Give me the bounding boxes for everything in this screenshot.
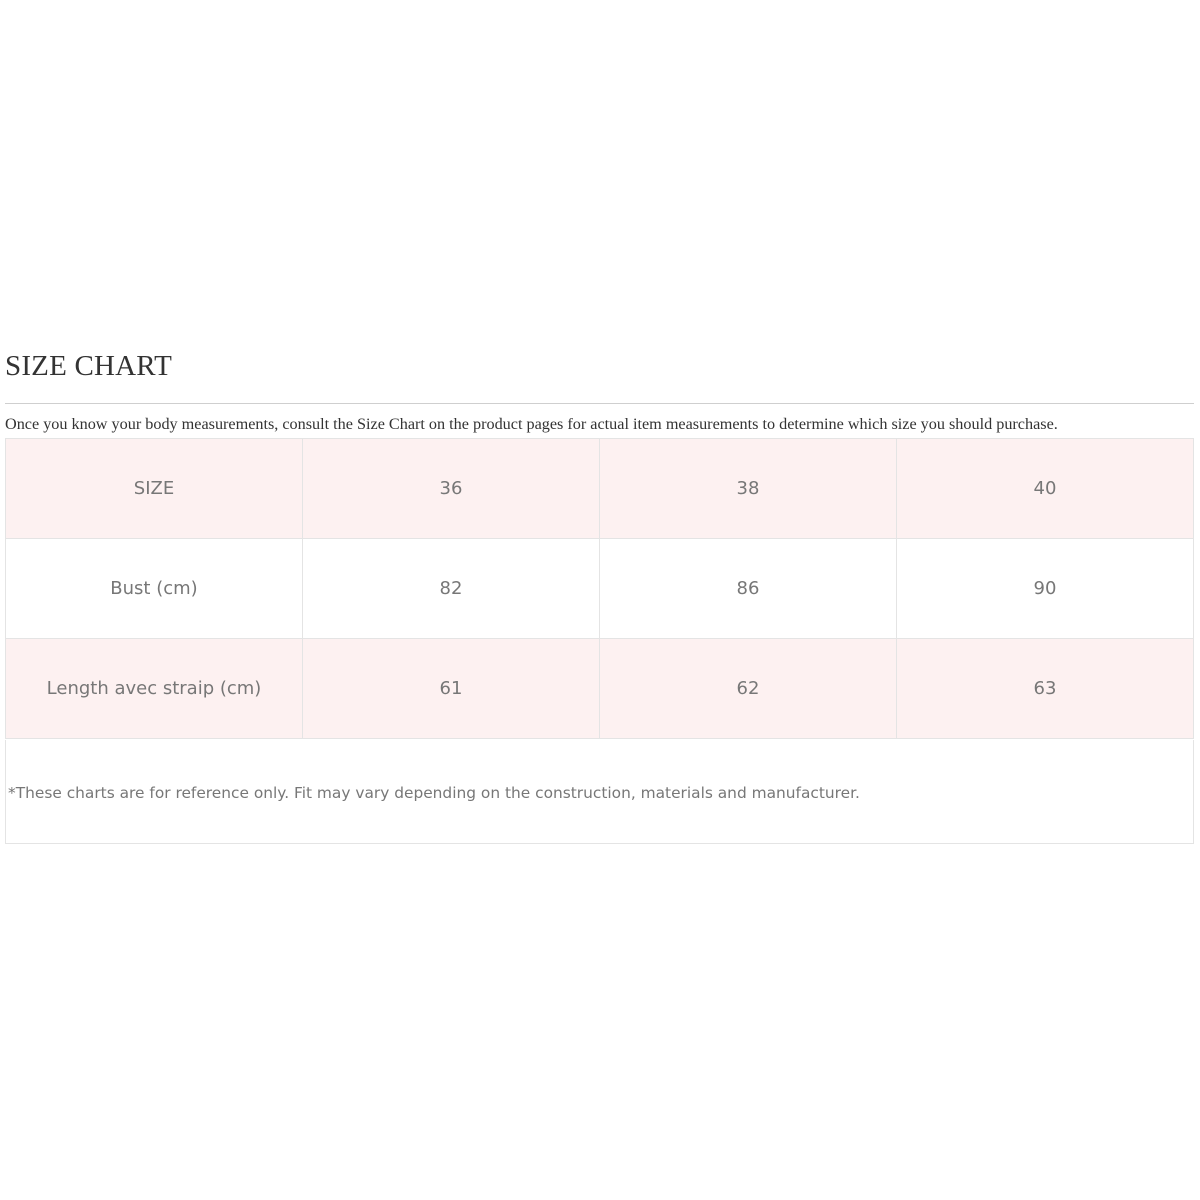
row-label-bust: Bust (cm) [6,539,303,639]
size-table [5,438,1194,739]
table-row-bust [6,539,1194,639]
row-label-size: SIZE [6,439,303,539]
table-row-size [6,439,1194,539]
row-label-length: Length avec straip (cm) [6,639,303,739]
table-cell: 86 [600,539,897,639]
table-cell: 38 [600,439,897,539]
title-divider [5,403,1194,404]
note-box [5,740,1194,844]
reference-note: *These charts are for reference only. Fit may vary depending on the construction, materials and manufacturer. [8,784,860,802]
table-cell: 62 [600,639,897,739]
table-row-length [6,639,1194,739]
page-title: SIZE CHART [5,350,173,382]
table-cell: 90 [897,539,1194,639]
table-cell: 61 [303,639,600,739]
intro-text: Once you know your body measurements, consult the Size Chart on the product pages for actual item measurements to determine which size you should purchase. [5,415,1058,433]
table-cell: 63 [897,639,1194,739]
table-cell: 36 [303,439,600,539]
table-cell: 40 [897,439,1194,539]
table-cell: 82 [303,539,600,639]
